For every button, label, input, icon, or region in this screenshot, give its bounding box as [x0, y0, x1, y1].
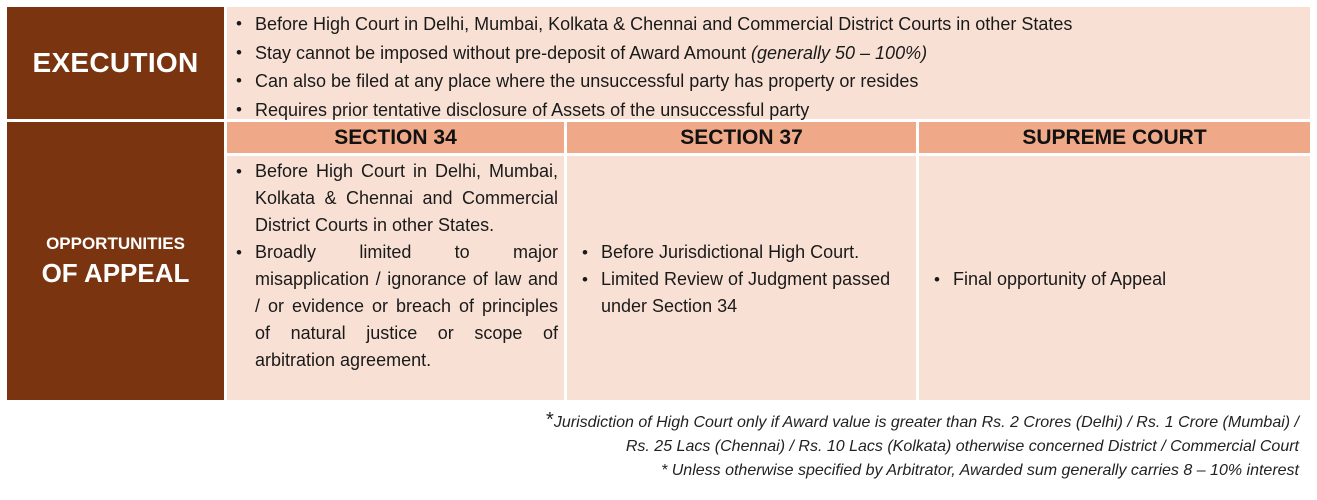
execution-bullet-list	[229, 10, 1302, 124]
execution-bullet-4: • Requires prior tentative disclosure of Assets of the unsuccessful party	[229, 96, 1302, 125]
section-34-bullet-1: • Before High Court in Delhi, Mumbai, Kolkata & Chennai and Commercial District Courts in other States.	[229, 158, 558, 239]
section-37-bullet-2: • Limited Review of Judgment passed under Section 34	[575, 266, 910, 320]
execution-bullet-2: • Stay cannot be imposed without pre-deposit of Award Amount (generally 50 – 100%)	[229, 39, 1302, 68]
supreme-court-header: SUPREME COURT	[919, 122, 1310, 153]
supreme-court-bullet-list	[927, 266, 1166, 293]
section-37-bullet-1: • Before Jurisdictional High Court.	[575, 239, 910, 266]
section-37-bullet-list	[575, 239, 910, 320]
footnote-line-2: Rs. 25 Lacs (Chennai) / Rs. 10 Lacs (Kolkata) otherwise concerned District / Commercial Court	[625, 438, 1299, 455]
execution-bullet-1: • Before High Court in Delhi, Mumbai, Kolkata & Chennai and Commercial District Courts in other States	[229, 10, 1302, 39]
footnotes	[299, 408, 1299, 483]
supreme-court-cell	[919, 156, 1310, 400]
execution-label: EXECUTION	[32, 47, 199, 78]
appeal-label-line1: OPPORTUNITIES	[46, 233, 185, 253]
section-37-cell	[567, 156, 916, 400]
section-37-header: SECTION 37	[567, 122, 916, 153]
section-34-header: SECTION 34	[227, 122, 564, 153]
footnote-line-1: *Jurisdiction of High Court only if Award value is greater than Rs. 2 Crores (Delhi) / Rs. 1 Crore (Mumbai) /	[546, 409, 1299, 431]
appeal-label-cell	[7, 122, 224, 400]
execution-content-cell	[227, 7, 1310, 119]
section-34-bullet-2: • Broadly limited to major misapplication / ignorance of law and / or evidence or breach of principles of natural justice or scope of arbitration agreement.	[229, 239, 558, 374]
appeal-label-line2: OF APPEAL	[41, 257, 190, 288]
section-34-bullet-list	[229, 158, 558, 374]
footnote-line-3: * Unless otherwise specified by Arbitrator, Awarded sum generally carries 8 – 10% interest	[661, 462, 1299, 479]
execution-label-cell	[7, 7, 224, 119]
execution-bullet-2-italic: (generally 50 – 100%)	[750, 42, 928, 63]
execution-bullet-3: • Can also be filed at any place where the unsuccessful party has property or resides	[229, 67, 1302, 96]
section-34-cell	[227, 156, 564, 400]
footnote-asterisk: *	[546, 409, 554, 431]
supreme-court-bullet-1: • Final opportunity of Appeal	[927, 266, 1166, 293]
